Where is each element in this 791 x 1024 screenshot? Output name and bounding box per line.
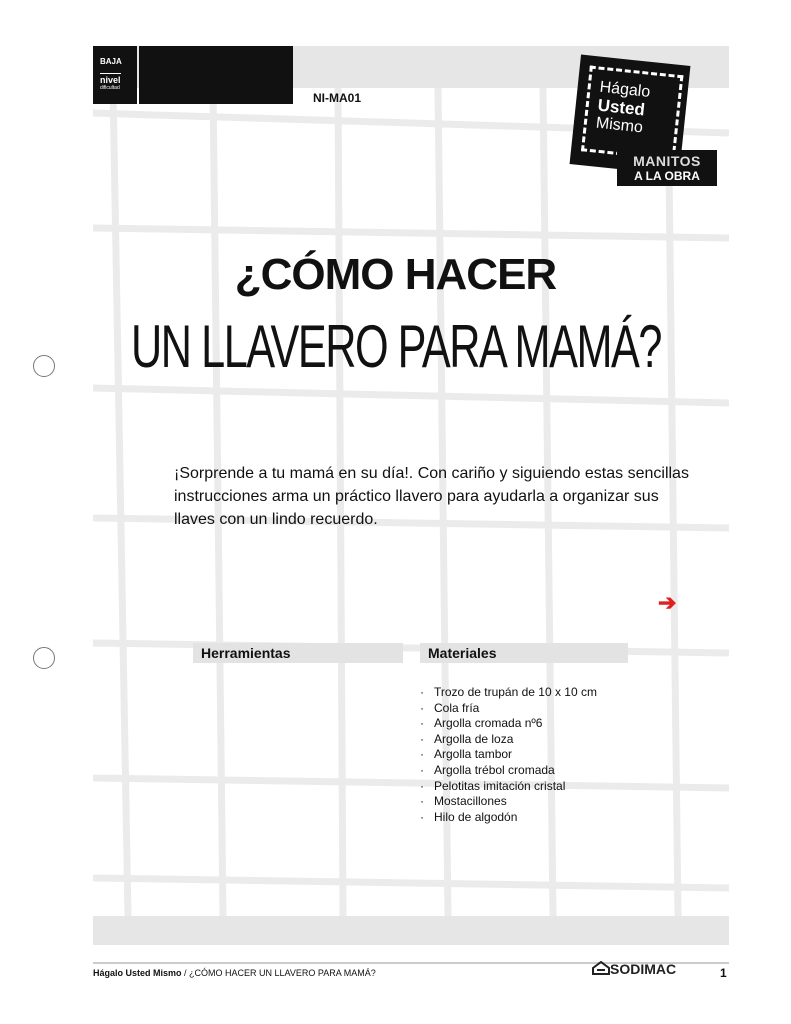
list-item: · Pelotitas imitación cristal	[420, 779, 597, 795]
difficulty-level: BAJA	[100, 57, 122, 66]
tools-header: Herramientas	[193, 643, 403, 663]
intro-paragraph: ¡Sorprende a tu mamá en su día!. Con cariño y siguiendo estas sencillas instrucciones arma un práctico llavero para ayudarla a organizar sus llaves con un lindo recuerdo.	[174, 465, 689, 528]
list-item: · Mostacillones	[420, 794, 597, 810]
binder-hole-bottom	[33, 647, 55, 669]
next-arrow-icon: ➔	[658, 590, 677, 615]
manitos-brand: MANITOS	[633, 153, 701, 169]
sodimac-logo	[592, 961, 676, 977]
badge-line1: Hágalo	[598, 78, 652, 101]
list-item: · Hilo de algodón	[420, 810, 597, 826]
materials-list	[420, 685, 597, 825]
list-item: · Argolla trébol cromada	[420, 763, 597, 779]
footer-series: Hágalo Usted Mismo	[93, 968, 182, 978]
house-icon	[592, 961, 610, 975]
list-item: · Argolla cromada nº6	[420, 716, 597, 732]
manitos-tagline: A LA OBRA	[634, 169, 700, 183]
difficulty-badge	[93, 46, 137, 104]
binder-hole-top	[33, 355, 55, 377]
list-item: · Argolla tambor	[420, 747, 597, 763]
list-item: · Cola fría	[420, 701, 597, 717]
manitos-logo	[617, 150, 717, 186]
badge-line3: Mismo	[595, 114, 644, 137]
footer-bar	[93, 916, 729, 945]
sodimac-wordmark: SODIMAC	[610, 961, 677, 977]
difficulty-sublabel: dificultad	[100, 85, 120, 91]
document-code: NI-MA01	[313, 91, 362, 105]
list-item: · Argolla de loza	[420, 732, 597, 748]
page-title-line1: ¿CÓMO HACER	[234, 250, 557, 299]
page-title-line2: UN LLAVERO PARA MAMÁ?	[131, 313, 661, 380]
list-item: · Trozo de trupán de 10 x 10 cm	[420, 685, 597, 701]
page-number: 1	[720, 966, 727, 980]
difficulty-label: nivel	[100, 75, 121, 85]
footer-text	[93, 968, 376, 978]
header-block	[139, 46, 293, 104]
footer-doc-title: ¿CÓMO HACER UN LLAVERO PARA MAMÁ?	[189, 968, 376, 978]
footer-separator: /	[181, 968, 190, 978]
badge-line2: Usted	[596, 95, 646, 120]
materials-header: Materiales	[420, 643, 628, 663]
